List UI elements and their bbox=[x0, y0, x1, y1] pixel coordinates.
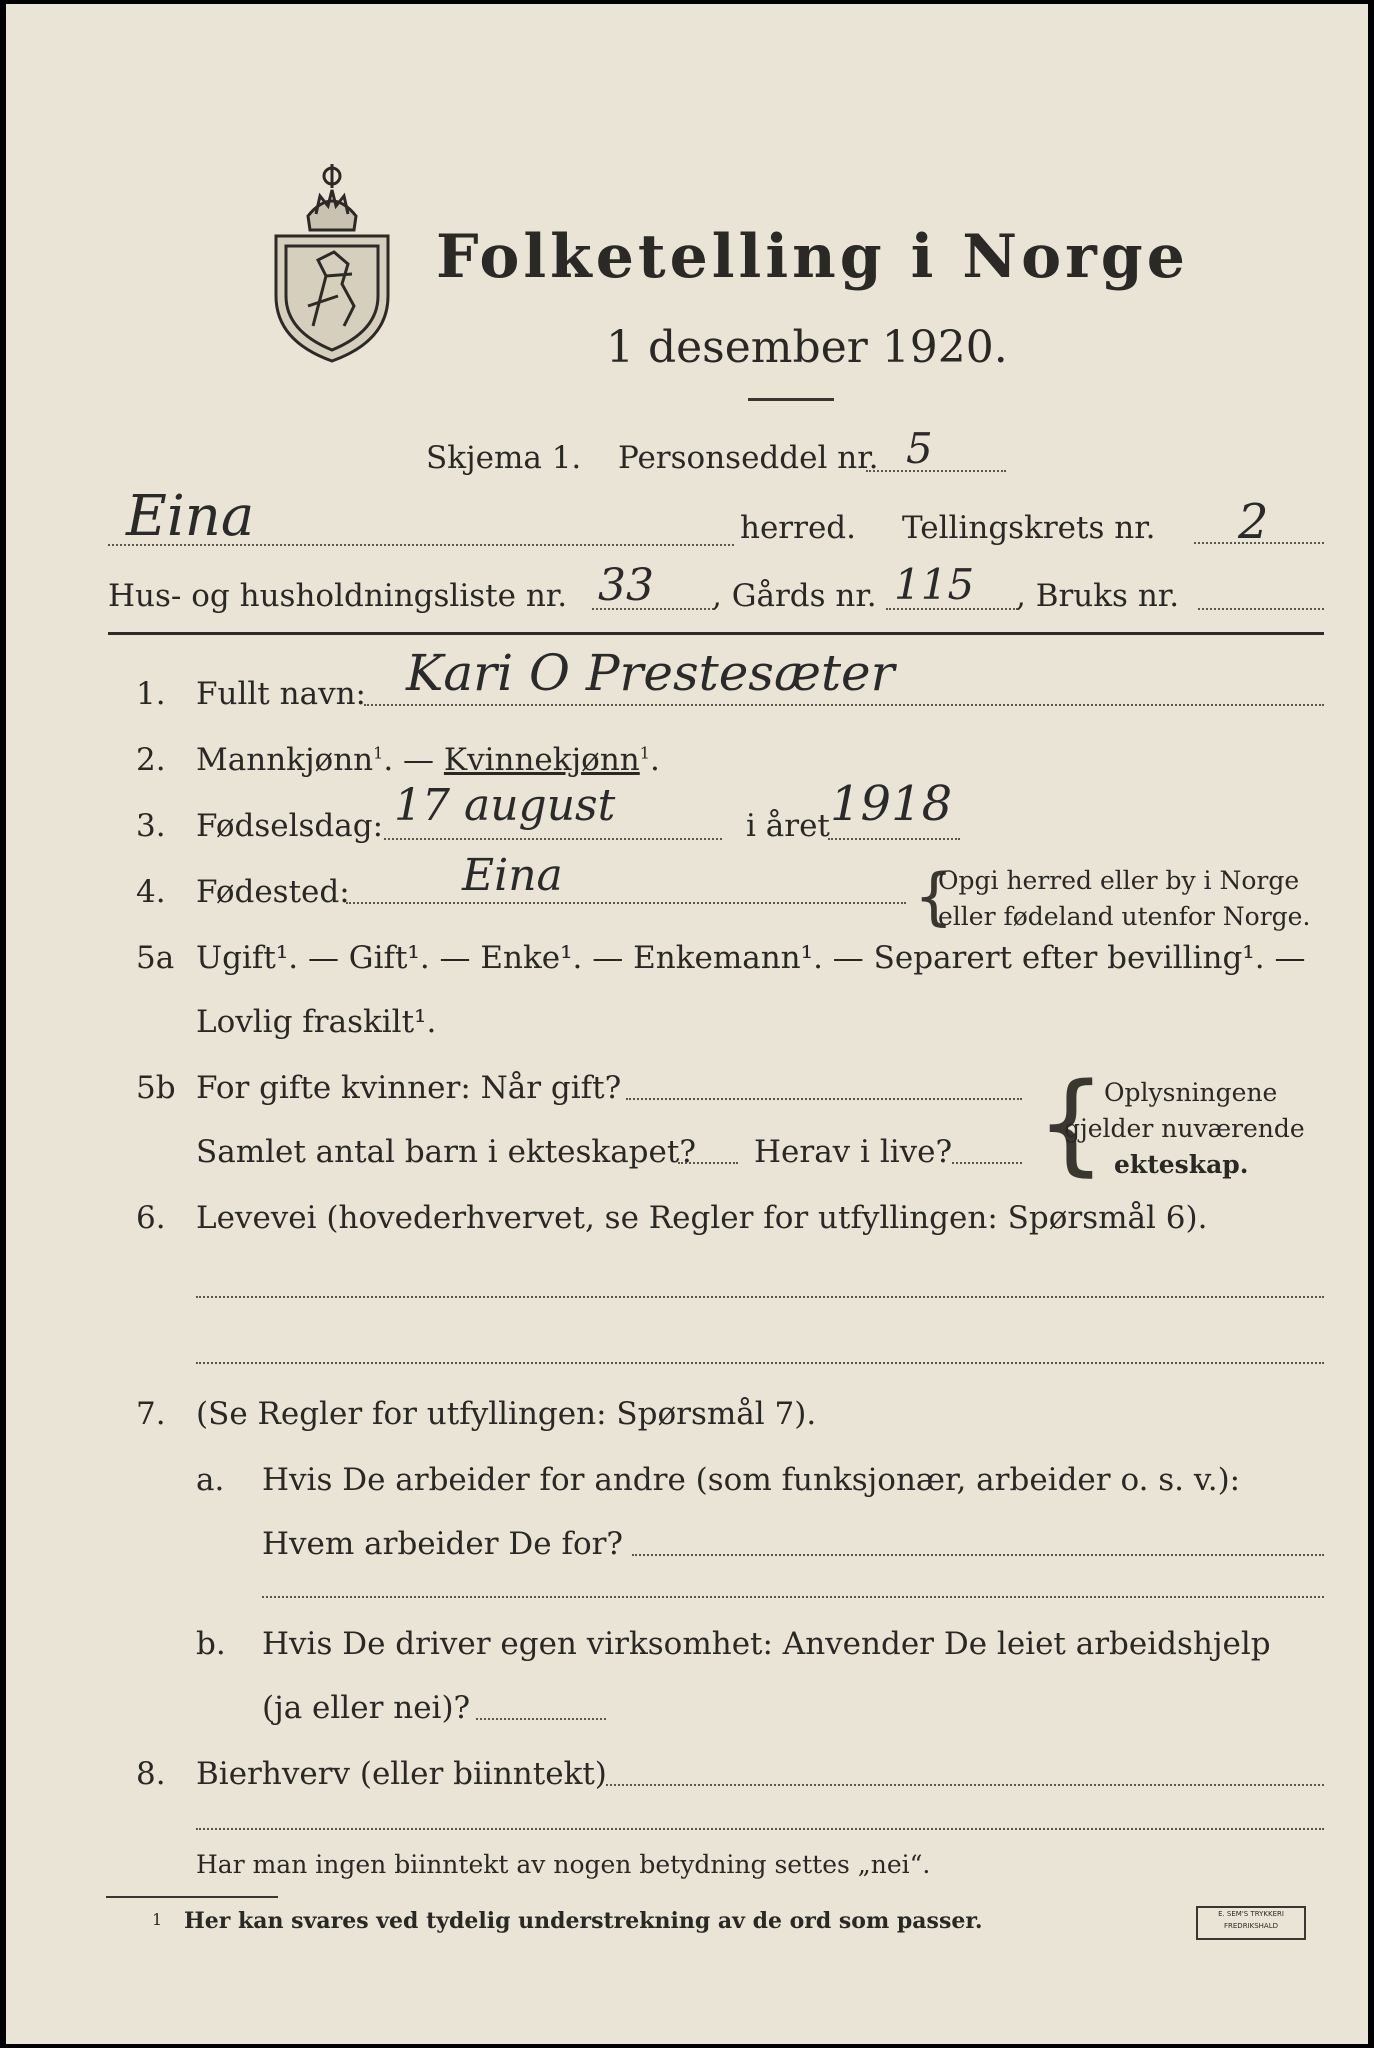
q3-year-value: 1918 bbox=[830, 776, 953, 832]
q8-line-1 bbox=[606, 1784, 1324, 1786]
q4-note-line2: eller fødeland utenfor Norge. bbox=[938, 902, 1311, 931]
personseddel-value: 5 bbox=[906, 424, 933, 473]
q2-sep: . — bbox=[383, 742, 444, 778]
q7a-line2: Hvem arbeider De for? bbox=[262, 1526, 624, 1562]
q7-number: 7. bbox=[136, 1396, 166, 1432]
q5b-note3: ekteskap. bbox=[1114, 1150, 1249, 1179]
bruks-line bbox=[1198, 608, 1324, 610]
q3-birthday-value: 17 august bbox=[394, 780, 616, 831]
footnote-text: Her kan svares ved tydelig understrekning av de ord som passer. bbox=[184, 1908, 983, 1934]
q2-end: . bbox=[649, 742, 660, 778]
printer-stamp-line1: E. SEM'S TRYKKERI bbox=[1218, 1910, 1284, 1918]
q5b-children-label: Samlet antal barn i ekteskapet? bbox=[196, 1134, 696, 1170]
q8-number: 8. bbox=[136, 1756, 166, 1792]
printer-stamp bbox=[1196, 1906, 1306, 1940]
personseddel-label: Personseddel nr. bbox=[618, 440, 879, 476]
gards-label: , Gårds nr. bbox=[712, 578, 877, 614]
note-nei: Har man ingen biinntekt av nogen betydning settes „nei“. bbox=[196, 1850, 931, 1879]
q5b-alive-line bbox=[952, 1162, 1022, 1164]
q5b-number: 5b bbox=[136, 1070, 176, 1106]
q6-line-1 bbox=[196, 1296, 1324, 1298]
q2-sup-2: 1 bbox=[639, 743, 650, 763]
q3-number: 3. bbox=[136, 808, 166, 844]
q5b-alive-label: Herav i live? bbox=[754, 1134, 953, 1170]
q4-note-brace: { bbox=[914, 860, 954, 933]
q7b-line1: Hvis De driver egen virksomhet: Anvender De leiet arbeidshjelp bbox=[262, 1626, 1271, 1662]
q5b-note1: Oplysningene bbox=[1104, 1078, 1278, 1107]
q2-text bbox=[196, 742, 660, 778]
tellingskrets-label: Tellingskrets nr. bbox=[902, 510, 1156, 546]
q5b-married-line bbox=[626, 1098, 1022, 1100]
municipality-line bbox=[108, 544, 734, 546]
header-divider bbox=[108, 632, 1324, 635]
q6-line-2 bbox=[196, 1362, 1324, 1364]
q2-female-underlined: Kvinnekjønn bbox=[443, 742, 640, 778]
q3-year-line bbox=[828, 838, 960, 840]
tellingskrets-value: 2 bbox=[1238, 494, 1269, 550]
husliste-label: Hus- og husholdningsliste nr. bbox=[108, 578, 568, 614]
title-rule bbox=[748, 398, 834, 401]
q2-number: 2. bbox=[136, 742, 166, 778]
q7b-line2: (ja eller nei)? bbox=[262, 1690, 471, 1726]
q4-note-line1: Opgi herred eller by i Norge bbox=[938, 866, 1300, 895]
q5b-line1: For gifte kvinner: Når gift? bbox=[196, 1070, 622, 1106]
herred-label: herred. bbox=[740, 510, 856, 546]
census-form-page bbox=[6, 4, 1368, 2044]
q5b-note-brace: { bbox=[1036, 1059, 1106, 1187]
footnote-mark: 1 bbox=[152, 1910, 163, 1929]
q7a-answer-line-2 bbox=[262, 1596, 1324, 1598]
q5b-note2: gjelder nuværende bbox=[1064, 1114, 1305, 1143]
q8-line-2 bbox=[196, 1828, 1324, 1830]
bruks-label: , Bruks nr. bbox=[1016, 578, 1180, 614]
q2-sup-1: 1 bbox=[373, 743, 384, 763]
q5a-number: 5a bbox=[136, 940, 175, 976]
q1-label: Fullt navn: bbox=[196, 676, 366, 712]
q5a-line2: Lovlig fraskilt¹. bbox=[196, 1004, 437, 1040]
q7b-answer-line bbox=[476, 1718, 606, 1720]
form-title: Folketelling i Norge bbox=[436, 222, 1189, 292]
q7a-answer-line-1 bbox=[632, 1554, 1324, 1556]
q7a-line1: Hvis De arbeider for andre (som funksjonær, arbeider o. s. v.): bbox=[262, 1462, 1241, 1498]
husliste-value: 33 bbox=[598, 560, 654, 611]
q4-number: 4. bbox=[136, 874, 166, 910]
q6-label: Levevei (hovederhvervet, se Regler for utfyllingen: Spørsmål 6). bbox=[196, 1200, 1208, 1236]
q8-label: Bierhverv (eller biinntekt) bbox=[196, 1756, 607, 1792]
skjema-label: Skjema 1. bbox=[426, 440, 582, 476]
census-date: 1 desember 1920. bbox=[606, 322, 1008, 373]
q4-birthplace-value: Eina bbox=[462, 850, 563, 901]
gards-value: 115 bbox=[894, 560, 975, 609]
q3-year-label: i året bbox=[746, 808, 830, 844]
q7b-letter: b. bbox=[196, 1626, 226, 1662]
printer-stamp-line2: FREDRIKSHALD bbox=[1223, 1922, 1278, 1930]
q3-line bbox=[384, 838, 722, 840]
q7a-letter: a. bbox=[196, 1462, 225, 1498]
q1-line bbox=[364, 704, 1324, 706]
q4-label: Fødested: bbox=[196, 874, 350, 910]
q5a-line1: Ugift¹. — Gift¹. — Enke¹. — Enkemann¹. — Separert efter bevilling¹. — bbox=[196, 940, 1306, 976]
q3-label: Fødselsdag: bbox=[196, 808, 384, 844]
personseddel-line bbox=[866, 470, 1006, 472]
q7-label: (Se Regler for utfyllingen: Spørsmål 7). bbox=[196, 1396, 817, 1432]
q1-name-value: Kari O Prestesæter bbox=[406, 644, 895, 702]
q6-number: 6. bbox=[136, 1200, 166, 1236]
footnote-rule bbox=[106, 1896, 278, 1898]
coat-of-arms-icon bbox=[268, 156, 396, 366]
q1-number: 1. bbox=[136, 676, 166, 712]
q4-line bbox=[346, 902, 906, 904]
q5b-children-line bbox=[678, 1162, 738, 1164]
municipality-value: Eina bbox=[126, 484, 255, 549]
q2-male: Mannkjønn bbox=[196, 742, 374, 778]
